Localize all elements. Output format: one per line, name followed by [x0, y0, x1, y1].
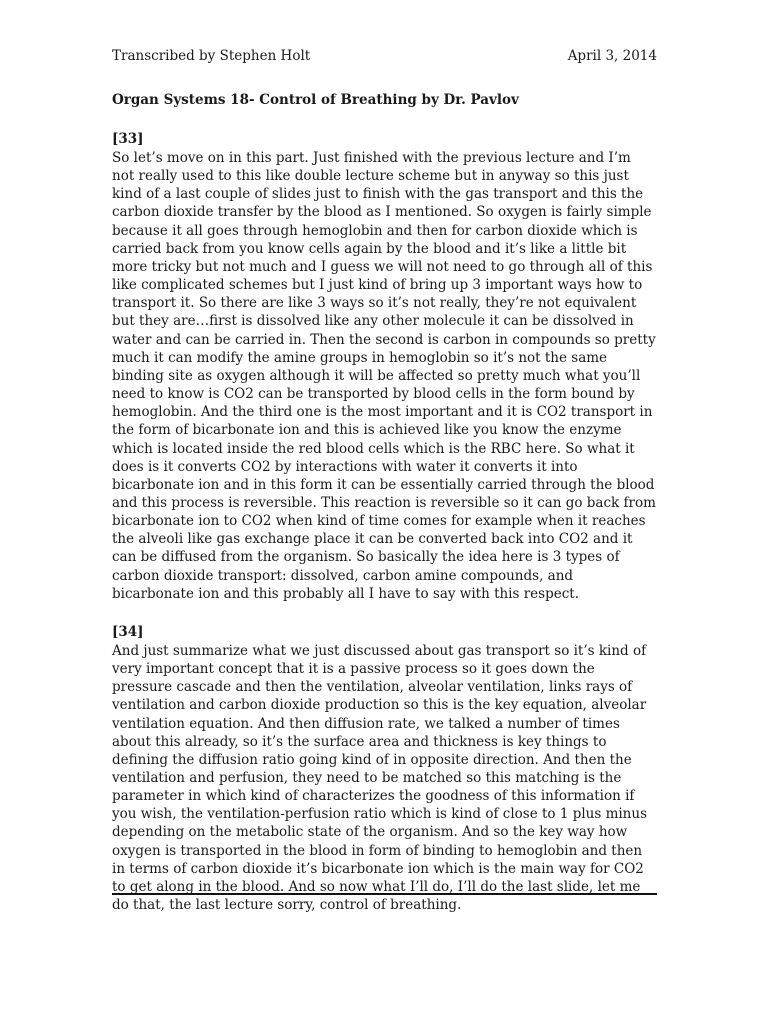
slide-marker: [34]	[112, 623, 144, 640]
slide-marker: [33]	[112, 131, 144, 147]
document-page	[112, 46, 657, 914]
section-34	[112, 623, 657, 914]
section-33	[112, 130, 657, 603]
header-date: April 3, 2014	[567, 48, 657, 64]
page-bottom-rule	[112, 893, 657, 895]
section-paragraph: So let’s move on in this part. Just finished with the previous lecture and I’m not really used to this like double lecture scheme but in anyway so this just kind of a last couple of slides just to finish with the gas transport and this the carbon dioxide transfer by the blood as I mentioned. So oxygen is fairly simple because it all goes through hemoglobin and then for carbon dioxide which is carried back from you know cells again by the blood and it’s like a little bit more tricky but not much and I guess we will not need to go through all of this like complicated schemes but I just kind of bring up 3 important ways how to transport it. So there are like 3 ways so it’s not really, they’re not equivalent but they are…first is dissolved like any other molecule it can be dissolved in water and can be carried in. Then the second is carbon in compounds so pretty much it can modify the amine groups in hemoglobin so it’s not the same binding site as oxygen although it will be affected so pretty much what you’ll need to know is CO2 can be transported by blood cells in the form bound by hemoglobin. And the third one is the most important and it is CO2 transport in the form of bicarbonate ion and this is achieved like you know the enzyme which is located inside the red blood cells which is the RBC here. So what it does is it converts CO2 by interactions with water it converts it into bicarbonate ion and in this form it can be essentially carried through the blood and this process is reversible. This reaction is reversible so it can go back from bicarbonate ion to CO2 when kind of time comes for example when it reaches the alveoli like gas exchange place it can be converted back into CO2 and it can be diffused from the organism. So basically the idea here is 3 types of carbon dioxide transport: dissolved, carbon amine compounds, and bicarbonate ion and this probably all I have to say with this respect.	[112, 150, 656, 602]
section-paragraph: And just summarize what we just discussed about gas transport so it’s kind of very important concept that it is a passive process so it goes down the pressure cascade and then the ventilation, alveolar ventilation, links rays of ventilation and carbon dioxide production so this is the key equation, alveolar ventilation equation. And then diffusion rate, we talked a number of times about this already, so it’s the surface area and thickness is key things to defining the diffusion ratio going kind of in opposite direction. And then the ventilation and perfusion, they need to be matched so this matching is the parameter in which kind of characterizes the goodness of this information if you wish, the ventilation-perfusion ratio which is kind of close to 1 plus minus depending on the metabolic state of the organism. And so the key way how oxygen is transported in the blood in form of binding to hemoglobin and then in terms of carbon dioxide it’s bicarbonate ion which is the main way for CO2 to get along in the blood. And so now what I’ll do, I’ll do the last slide, let me do that, the last lecture sorry, control of breathing.	[112, 642, 648, 914]
document-title: Organ Systems 18- Control of Breathing by Dr. Pavlov	[112, 92, 519, 108]
page-header	[112, 46, 657, 66]
transcriber-credit: Transcribed by Stephen Holt	[112, 48, 311, 64]
